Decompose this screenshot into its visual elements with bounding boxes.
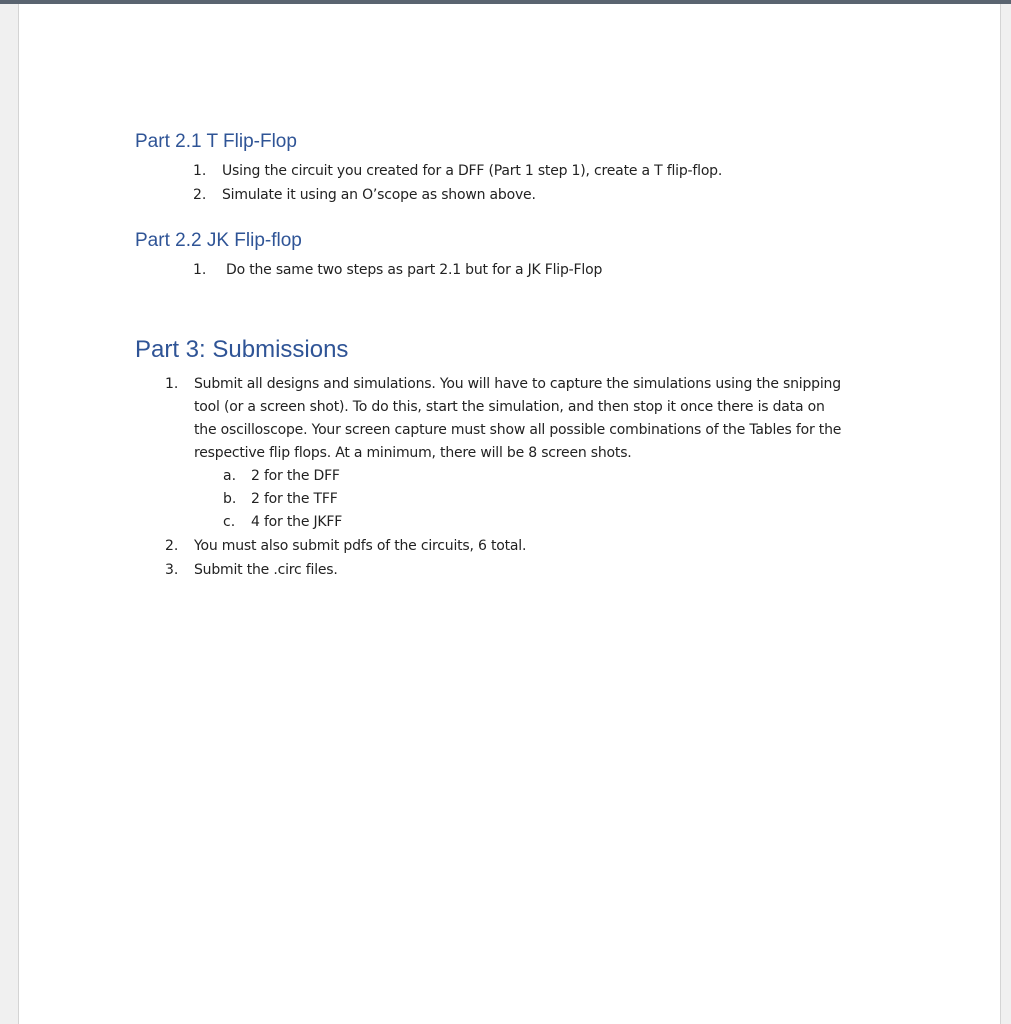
list-item-text: Do the same two steps as part 2.1 but for a JK Flip-Flop bbox=[226, 262, 603, 278]
list-item-text: Using the circuit you created for a DFF (Part 1 step 1), create a T flip-flop. bbox=[222, 163, 723, 179]
sublist-marker: b. bbox=[223, 491, 237, 507]
sublist-item-text: 4 for the JKFF bbox=[251, 514, 343, 530]
list-marker: 1. bbox=[193, 163, 207, 179]
heading-part-2-1: Part 2.1 T Flip-Flop bbox=[135, 131, 297, 152]
list-item-text: Simulate it using an O’scope as shown above. bbox=[222, 187, 536, 203]
sublist-item-text: 2 for the TFF bbox=[251, 491, 338, 507]
sublist-item-text: 2 for the DFF bbox=[251, 468, 340, 484]
list-marker: 2. bbox=[193, 187, 207, 203]
list-item-text: Submit the .circ files. bbox=[194, 562, 338, 578]
list-marker: 2. bbox=[165, 538, 179, 554]
list-item-text-line: Submit all designs and simulations. You will have to capture the simulations using the snipping bbox=[194, 376, 841, 392]
list-item-text-line: respective flip flops. At a minimum, there will be 8 screen shots. bbox=[194, 445, 632, 461]
heading-part-2-2: Part 2.2 JK Flip-flop bbox=[135, 230, 302, 251]
sublist-marker: a. bbox=[223, 468, 237, 484]
sublist-marker: c. bbox=[223, 514, 236, 530]
list-marker: 1. bbox=[193, 262, 207, 278]
list-item-text-line: tool (or a screen shot). To do this, start the simulation, and then stop it once there is data on bbox=[194, 399, 825, 415]
list-item-text-line: the oscilloscope. Your screen capture must show all possible combinations of the Tables for the bbox=[194, 422, 842, 438]
list-marker: 3. bbox=[165, 562, 179, 578]
heading-part-3: Part 3: Submissions bbox=[135, 336, 349, 363]
list-item-text: You must also submit pdfs of the circuits, 6 total. bbox=[194, 538, 527, 554]
list-marker: 1. bbox=[165, 376, 179, 392]
document-page bbox=[18, 4, 1001, 1024]
